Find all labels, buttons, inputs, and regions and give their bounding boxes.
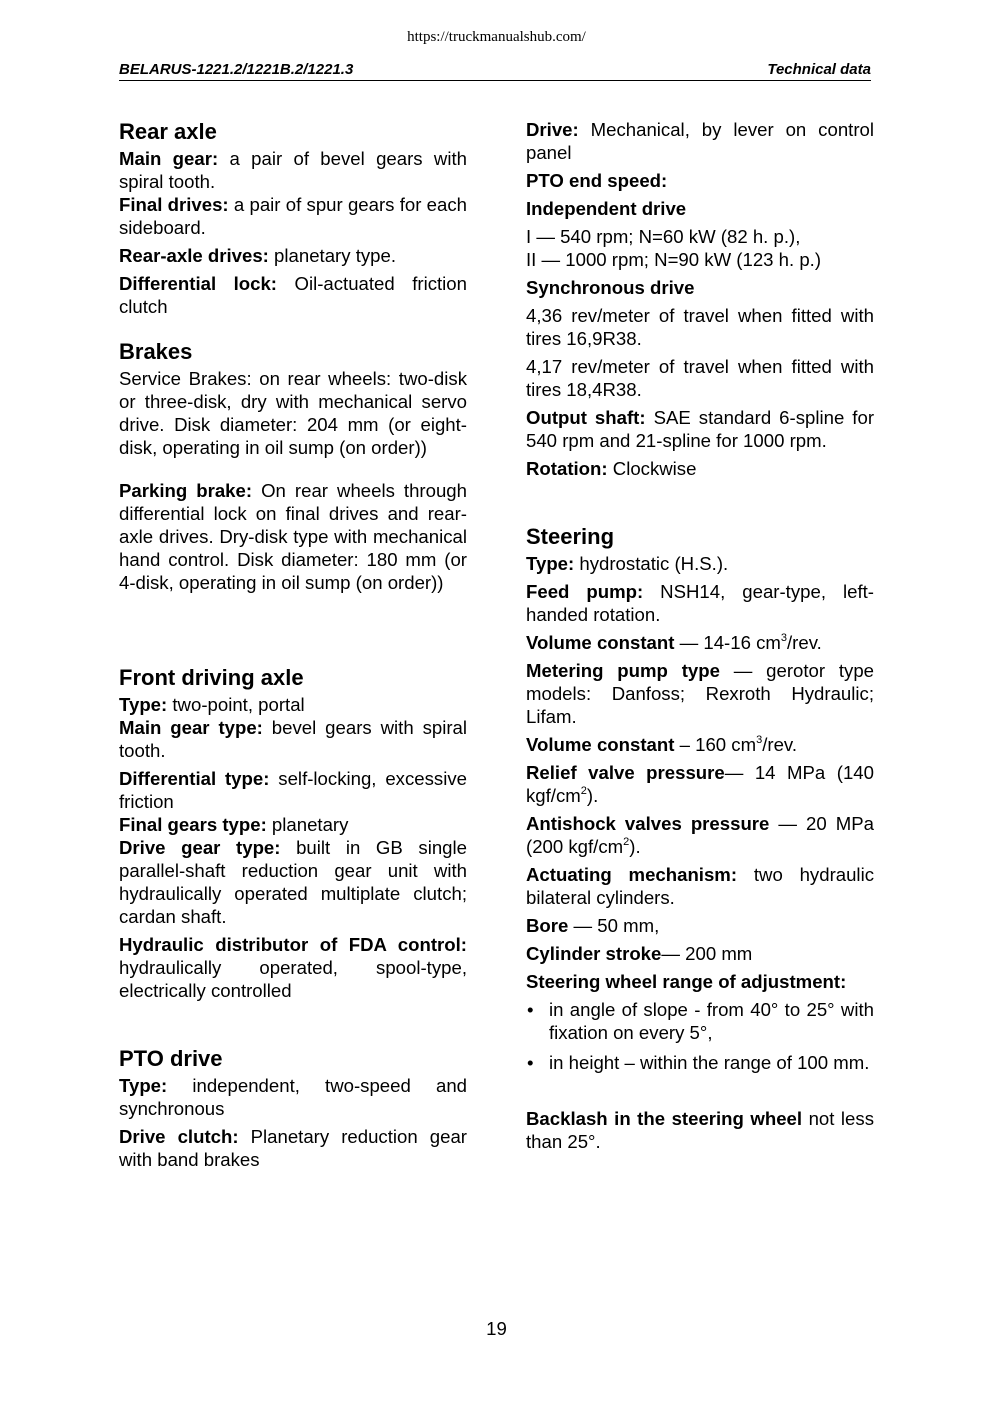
header-model: BELARUS-1221.2/1221B.2/1221.3 [119, 61, 354, 78]
brakes-heading: Brakes [119, 339, 193, 364]
steering-feed-pump: Feed pump: NSH14, gear-type, left-handed rotation. [526, 581, 874, 625]
front-main-gear: Main gear type: bevel gears with spiral tooth. [119, 717, 468, 761]
running-header [119, 60, 871, 81]
right-column [526, 118, 874, 1158]
steering-backlash: Backlash in the steering wheel not less than 25°. [526, 1108, 874, 1152]
pto-output-shaft: Output shaft: SAE standard 6-spline for 540 rpm and 21-spline for 1000 rpm. [526, 407, 875, 451]
header-section: Technical data [767, 61, 871, 78]
pto-sync-2: 4,17 rev/meter of travel when fitted with tires 18,4R38. [526, 356, 874, 400]
steering-range-list [526, 998, 874, 1074]
steering-actuating: Actuating mechanism: two hydraulic bilateral cylinders. [526, 864, 874, 908]
steering-volume-1: Volume constant — 14-16 $cm^3$/rev. [526, 631, 822, 653]
source-url: https://truckmanualshub.com/ [407, 29, 586, 45]
steering-bore: Bore — 50 mm, [526, 915, 660, 936]
pto-independent-values: I — 540 rpm; N=60 kW (82 h. p.), II — 1000 rpm; N=90 kW (123 h. p.) [526, 226, 822, 270]
rear-axle-drives: Rear-axle drives: planetary type. [119, 245, 397, 266]
steering-heading: Steering [526, 524, 615, 549]
parking-brake: Parking brake: On rear wheels through differential lock on final drives and rear-axle drives. Dry-disk type with mechanical hand control. Disk diameter: 180 mm (or 4-disk, operating in oil sump (on order)) [119, 480, 467, 593]
steering-volume-2: Volume constant – 160 $cm^3$/rev. [526, 733, 797, 755]
front-type: Type: two-point, portal [119, 694, 305, 715]
pto-sync-label: Synchronous drive [526, 277, 695, 298]
rear-diff-lock: Differential lock: Oil-actuated friction clutch [119, 273, 467, 317]
front-final-gears: Final gears type: planetary [119, 814, 349, 835]
front-diff-type: Differential type: self-locking, excessive friction [119, 768, 467, 812]
steering-cylinder-stroke: Cylinder stroke— 200 mm [526, 943, 753, 964]
steering-type: Type: hydrostatic (H.S.). [526, 553, 729, 574]
steering-range-label: Steering wheel range of adjustment: [526, 971, 847, 992]
steering-relief-valve: Relief valve pressure— 14 MPa (140 kgf/$cm^2$). [526, 762, 874, 806]
pto-sync-1: 4,36 rev/meter of travel when fitted with tires 16,9R38. [526, 305, 874, 349]
pto-drive: Drive: Mechanical, by lever on control panel [526, 119, 874, 163]
steering-antishock: Antishock valves pressure — 20 MPa (200 kgf/$cm^2$). [526, 813, 874, 857]
pto-end-speed: PTO end speed: [526, 170, 668, 191]
front-axle-heading: Front driving axle [119, 665, 304, 690]
left-column [119, 118, 467, 1176]
page-number: 19 [486, 1318, 507, 1339]
steering-metering-pump: Metering pump type — gerotor type models: Danfoss; Rexroth Hydraulic; Lifam. [526, 660, 874, 727]
pto-heading: PTO drive [119, 1046, 223, 1071]
front-drive-gear: Drive gear type: built in GB single parallel-shaft reduction gear unit with hydraulically operated multiplate clutch; cardan shaft. [119, 837, 467, 927]
pto-type: Type: independent, two-speed and synchronous [119, 1075, 467, 1119]
list-item: • in height – within the range of 100 mm. [526, 1051, 874, 1074]
pto-rotation: Rotation: Clockwise [526, 458, 697, 479]
service-brakes: Service Brakes: on rear wheels: two-disk or three-disk, dry with mechanical servo drive. Disk diameter: 204 mm (or eight-disk, operating in oil sump (on order)) [119, 368, 467, 458]
rear-axle-heading: Rear axle [119, 119, 217, 144]
front-hyd-distributor: Hydraulic distributor of FDA control: hydraulically operated, spool-type, electrically controlled [119, 934, 467, 1001]
rear-final-drives: Final drives: a pair of spur gears for each sideboard. [119, 194, 467, 238]
pto-independent-label: Independent drive [526, 198, 687, 219]
list-item: • in angle of slope - from 40° to 25° with fixation on every 5°, [526, 998, 874, 1044]
rear-main-gear: Main gear: a pair of bevel gears with spiral tooth. [119, 148, 467, 192]
pto-drive-clutch: Drive clutch: Planetary reduction gear with band brakes [119, 1126, 467, 1170]
